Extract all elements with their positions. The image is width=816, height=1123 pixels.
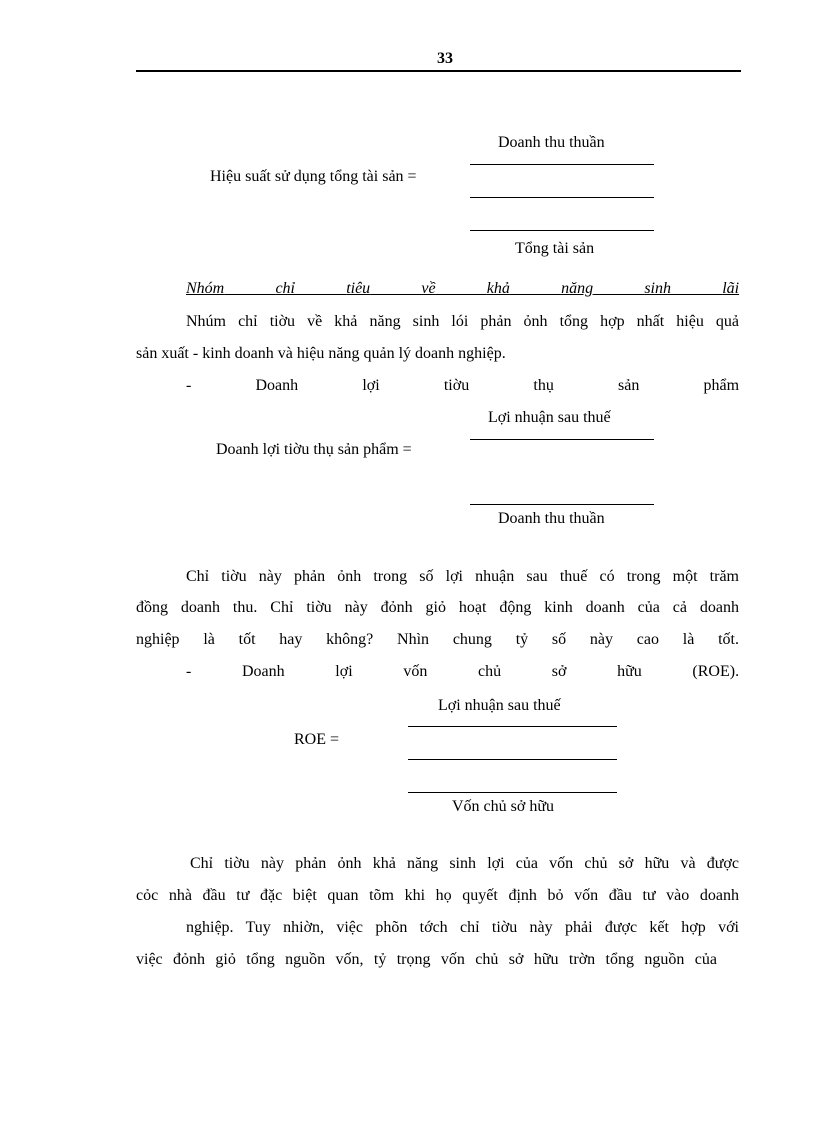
fraction-line xyxy=(470,504,654,505)
bullet-word: phẩm xyxy=(703,377,740,394)
fraction-line xyxy=(470,439,654,440)
bullet-word: chủ xyxy=(477,663,502,680)
fraction-line xyxy=(408,792,617,793)
fraction-line xyxy=(408,759,617,760)
heading-word: năng xyxy=(561,280,594,297)
bullet-word: Doanh xyxy=(241,663,285,680)
bullet-word: vốn xyxy=(403,663,428,680)
paragraph-line: Chỉ tiờu này phản ỏnh khả năng sinh lợi của vốn chủ sở hữu và được xyxy=(190,855,739,872)
fraction-line xyxy=(408,726,617,727)
bullet-word: (ROE). xyxy=(692,663,740,680)
header-rule xyxy=(136,70,741,72)
sales-profit-numerator: Lợi nhuận sau thuế xyxy=(488,409,611,426)
heading-word: chỉ xyxy=(275,280,295,297)
roe-label: ROE = xyxy=(294,731,340,748)
heading-word: sinh xyxy=(644,280,671,297)
bullet-word: Doanh xyxy=(255,377,299,394)
asset-turnover-numerator: Doanh thu thuần xyxy=(498,134,605,151)
paragraph-line: Chỉ tiờu này phản ỏnh trong số lợi nhuận sau thuế có trong một trăm xyxy=(186,568,739,585)
paragraph-line: đồng doanh thu. Chỉ tiờu này đỏnh giỏ hoạt động kinh doanh của cả doanh xyxy=(136,599,739,616)
paragraph-line: Nhúm chỉ tiờu về khả năng sinh lói phản ỏnh tổng hợp nhất hiệu quả xyxy=(186,313,739,330)
page-number: 33 xyxy=(437,50,453,67)
paragraph-line: nghiệp. Tuy nhiờn, việc phõn tớch chỉ tiờu này phải được kết hợp với xyxy=(186,919,739,936)
bullet-word: - xyxy=(186,663,192,680)
roe-numerator: Lợi nhuận sau thuế xyxy=(438,697,561,714)
paragraph-line: cỏc nhà đầu tư đặc biệt quan tõm khi họ quyết định bỏ vốn đầu tư vào doanh xyxy=(136,887,739,904)
sales-profit-denominator: Doanh thu thuần xyxy=(498,510,605,527)
paragraph-line: việc đỏnh giỏ tổng nguồn vốn, tỷ trọng vốn chủ sở hữu trờn tổng nguồn của xyxy=(136,951,717,968)
bullet-word: - xyxy=(186,377,192,394)
bullet-sales-profit xyxy=(186,377,739,395)
bullet-word: thụ xyxy=(533,377,554,394)
heading-word: Nhóm xyxy=(186,280,225,297)
paragraph-line: nghiệp là tốt hay không? Nhìn chung tỷ số này cao là tốt. xyxy=(136,631,739,648)
bullet-word: hữu xyxy=(617,663,642,680)
roe-denominator: Vốn chủ sở hữu xyxy=(452,798,555,815)
fraction-line xyxy=(470,230,654,231)
asset-turnover-denominator: Tổng tài sản xyxy=(515,240,595,257)
bullet-roe xyxy=(186,663,739,681)
bullet-word: lợi xyxy=(335,663,353,680)
bullet-word: sở xyxy=(551,663,567,680)
section-heading xyxy=(186,280,739,298)
bullet-word: sản xyxy=(618,377,640,394)
bullet-word: lợi xyxy=(362,377,380,394)
bullet-word: tiờu xyxy=(443,377,470,394)
asset-turnover-label: Hiệu suất sử dụng tổng tài sản = xyxy=(210,168,417,185)
fraction-line xyxy=(470,197,654,198)
heading-word: tiêu xyxy=(346,280,371,297)
heading-word: lãi xyxy=(722,280,740,297)
paragraph-line: sản xuất - kinh doanh và hiệu năng quản lý doanh nghiệp. xyxy=(136,345,506,362)
heading-word: về xyxy=(421,280,436,297)
heading-word: khả xyxy=(486,280,510,297)
sales-profit-label: Doanh lợi tiờu thụ sản phẩm = xyxy=(216,441,412,458)
fraction-line xyxy=(470,164,654,165)
